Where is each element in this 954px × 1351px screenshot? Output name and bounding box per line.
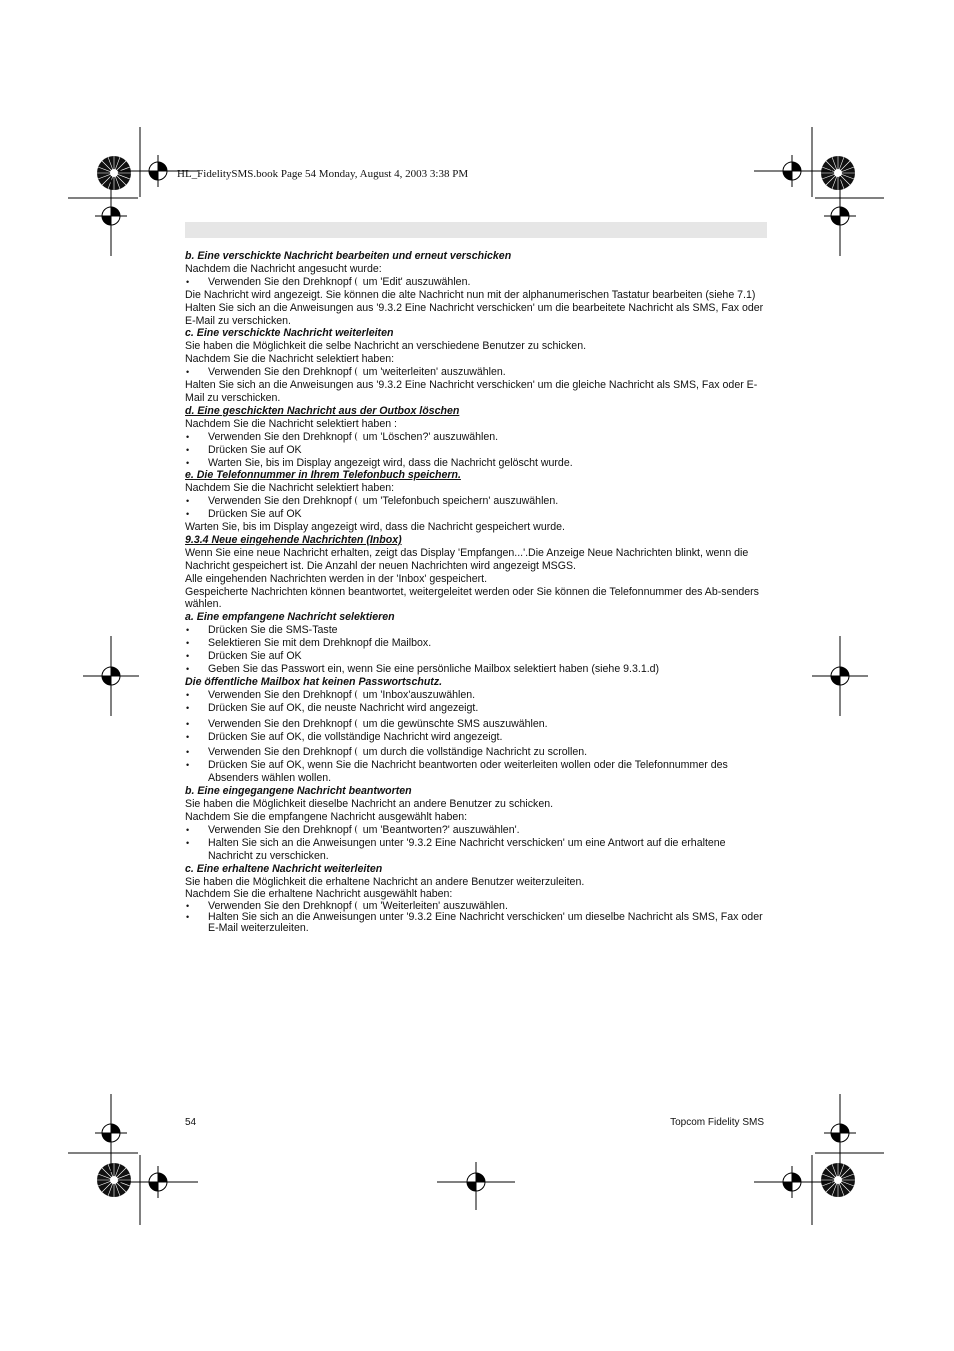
list-item: • Verwenden Sie den Drehknopf um 'Beantworten?' auszuwählen'.	[185, 824, 770, 837]
rotary-knob-icon	[355, 719, 360, 728]
bullet-list	[185, 746, 770, 785]
section-heading: d. Eine geschickten Nachricht aus der Outbox löschen	[185, 404, 460, 417]
section-heading: b. Eine eingegangene Nachricht beantworten	[185, 785, 412, 798]
paragraph: Nachdem Sie die Nachricht selektiert haben:	[185, 353, 395, 366]
list-item: • Verwenden Sie den Drehknopf um 'Telefonbuch speichern' auszuwählen.	[185, 495, 770, 508]
paragraph: Alle eingehenden Nachrichten werden in der 'Inbox' gespeichert.	[185, 572, 488, 585]
list-item: • Drücken Sie auf OK	[185, 508, 770, 521]
list-item: • Drücken Sie die SMS-Taste	[185, 624, 770, 637]
bullet-list	[185, 824, 770, 863]
section-heading: 9.3.4 Neue eingehende Nachrichten (Inbox)	[185, 533, 402, 546]
list-item: • Warten Sie, bis im Display angezeigt wird, dass die Nachricht gelöscht wurde.	[185, 457, 770, 470]
rotary-knob-icon	[355, 747, 360, 756]
list-item: • Verwenden Sie den Drehknopf um 'Inbox'auszuwählen.	[185, 689, 770, 702]
paragraph: Nachdem Sie die Nachricht selektiert haben:	[185, 482, 395, 495]
rotary-knob-icon	[355, 277, 360, 286]
list-item: • Halten Sie sich an die Anweisungen unter '9.3.2 Eine Nachricht verschicken' um dieselbe Nachricht als SMS, Fax oder E-Mail weiterzuleiten.	[185, 912, 770, 934]
bullet-list	[185, 689, 770, 715]
paragraph: Halten Sie sich an die Anweisungen aus '9.3.2 Eine Nachricht verschicken' um die gleiche Nachricht als SMS, Fax oder E-Mail zu verschicken.	[185, 379, 758, 404]
footer-product-name: Topcom Fidelity SMS	[670, 1117, 764, 1128]
paragraph: Sie haben die Möglichkeit die selbe Nachricht an verschiedene Benutzer zu schicken.	[185, 340, 587, 353]
paragraph: Warten Sie, bis im Display angezeigt wird, dass die Nachricht gespeichert wurde.	[185, 521, 565, 534]
bullet-list	[185, 901, 770, 934]
bullet-list	[185, 431, 770, 470]
section-heading: e. Die Telefonnummer in Ihrem Telefonbuch speichern.	[185, 469, 461, 482]
list-item: • Verwenden Sie den Drehknopf um 'Weiterleiten' auszuwählen.	[185, 901, 770, 912]
rotary-knob-icon	[355, 367, 360, 376]
note-heading: Die öffentliche Mailbox hat keinen Passwortschutz.	[185, 675, 443, 688]
bullet-list	[185, 366, 770, 379]
list-item: • Geben Sie das Passwort ein, wenn Sie eine persönliche Mailbox selektiert haben (siehe 9.3.1.d)	[185, 663, 770, 676]
bullet-list	[185, 718, 770, 744]
list-item: • Verwenden Sie den Drehknopf um durch die vollständige Nachricht zu scrollen.	[185, 746, 770, 759]
paragraph: Nachdem die Nachricht angesucht wurde:	[185, 262, 382, 275]
paragraph: Nachdem Sie die erhaltene Nachricht ausgewählt haben:	[185, 888, 453, 901]
list-item: • Drücken Sie auf OK, wenn Sie die Nachricht beantworten oder weiterleiten wollen oder die Telefonnummer des Absenders wählen wollen.	[185, 759, 770, 785]
header-bar	[185, 222, 767, 238]
list-item: • Halten Sie sich an die Anweisungen unter '9.3.2 Eine Nachricht verschicken' um eine Antwort auf die erhaltene Nachricht zu verschicken.	[185, 837, 770, 863]
paragraph: Die Nachricht wird angezeigt. Sie können die alte Nachricht nun mit der alphanumerischen Tastatur bearbeiten (siehe 7.1)	[185, 288, 756, 301]
list-item: • Drücken Sie auf OK, die vollständige Nachricht wird angezeigt.	[185, 731, 770, 744]
section-heading: b. Eine verschickte Nachricht bearbeiten und erneut verschicken	[185, 250, 512, 262]
paragraph: Sie haben die Möglichkeit die erhaltene Nachricht an andere Benutzer weiterzuleiten.	[185, 875, 585, 888]
rotary-knob-icon	[355, 690, 360, 699]
page-number: 54	[185, 1117, 197, 1128]
paragraph: Halten Sie sich an die Anweisungen aus '9.3.2 Eine Nachricht verschicken' um die bearbeitete Nachricht als SMS, Fax oder E-Mail zu verschicken.	[185, 301, 764, 327]
list-item: • Verwenden Sie den Drehknopf um 'weiterleiten' auszuwählen.	[185, 366, 770, 379]
bullet-list	[185, 495, 770, 521]
paragraph: Nachdem Sie die empfangene Nachricht ausgewählt haben:	[185, 810, 468, 823]
bullet-list	[185, 624, 770, 676]
paragraph: Sie haben die Möglichkeit dieselbe Nachricht an andere Benutzer zu schicken.	[185, 798, 554, 811]
paragraph: Wenn Sie eine neue Nachricht erhalten, zeigt das Display 'Empfangen...'.Die Anzeige Neue Nachrichten blinkt, wenn die Nachricht gespeichert ist. Die Anzahl der neuen Nachrichten wird angezeigt MSGS.	[185, 546, 749, 572]
list-item: • Verwenden Sie den Drehknopf um die gewünschte SMS auszuwählen.	[185, 718, 770, 731]
list-item: • Drücken Sie auf OK	[185, 444, 770, 457]
bullet-list	[185, 276, 770, 289]
rotary-knob-icon	[355, 901, 360, 910]
list-item: • Drücken Sie auf OK, die neuste Nachricht wird angezeigt.	[185, 702, 770, 715]
list-item: • Drücken Sie auf OK	[185, 650, 770, 663]
rotary-knob-icon	[355, 496, 360, 505]
list-item: • Selektieren Sie mit dem Drehknopf die Mailbox.	[185, 637, 770, 650]
rotary-knob-icon	[355, 825, 360, 834]
list-item: • Verwenden Sie den Drehknopf um 'Löschen?' auszuwählen.	[185, 431, 770, 444]
list-item: • Verwenden Sie den Drehknopf um 'Edit' auszuwählen.	[185, 276, 770, 289]
paragraph: Nachdem Sie die Nachricht selektiert haben :	[185, 417, 397, 430]
page-content	[185, 250, 770, 934]
rotary-knob-icon	[355, 432, 360, 441]
paragraph: Gespeicherte Nachrichten können beantwortet, weitergeleitet werden oder Sie können die Telefonnummer des Ab-senders wählen.	[185, 585, 759, 611]
print-info-line: HL_FidelitySMS.book Page 54 Monday, August 4, 2003 3:38 PM	[177, 168, 469, 180]
section-heading: c. Eine verschickte Nachricht weiterleiten	[185, 327, 394, 340]
section-heading: a. Eine empfangene Nachricht selektieren	[185, 611, 395, 624]
section-heading: c. Eine erhaltene Nachricht weiterleiten	[185, 862, 383, 875]
